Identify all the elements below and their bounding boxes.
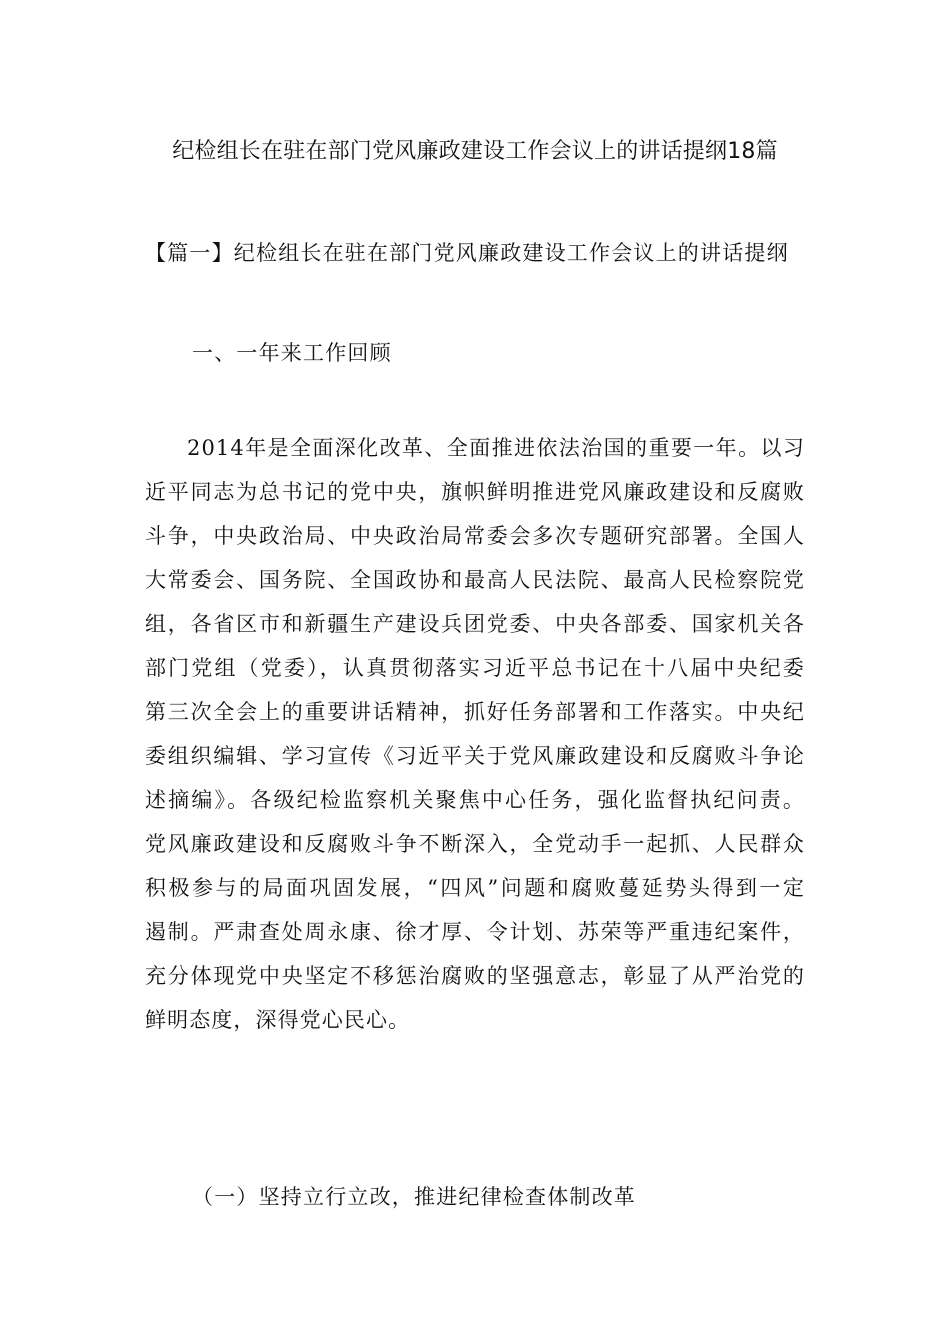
paragraph-line: 遏制。严肃查处周永康、徐才厚、令计划、苏荣等严重违纪案件， [145, 920, 805, 944]
paragraph-line: 近平同志为总书记的党中央，旗帜鲜明推进党风廉政建设和反腐败 [145, 480, 805, 504]
paragraph-line: 党风廉政建设和反腐败斗争不断深入，全党动手一起抓、人民群众 [145, 832, 805, 856]
subheading-work-review: 一、一年来工作回顾 [192, 341, 392, 365]
paragraph-line: 组，各省区市和新疆生产建设兵团党委、中央各部委、国家机关各 [145, 612, 805, 636]
paragraph-line: 述摘编》。各级纪检监察机关聚焦中心任务，强化监督执纪问责。 [145, 788, 805, 812]
paragraph-line: 部门党组（党委），认真贯彻落实习近平总书记在十八届中央纪委 [145, 656, 805, 680]
document-title: 纪检组长在驻在部门党风廉政建设工作会议上的讲话提纲18篇 [172, 139, 778, 164]
section-heading: 【篇一】纪检组长在驻在部门党风廉政建设工作会议上的讲话提纲 [145, 241, 789, 265]
paragraph-line: 鲜明态度，深得党心民心。 [145, 1008, 411, 1032]
paragraph-line: 充分体现党中央坚定不移惩治腐败的坚强意志，彰显了从严治党的 [145, 964, 805, 988]
subheading-discipline-reform: （一）坚持立行立改，推进纪律检查体制改革 [192, 1185, 636, 1209]
paragraph-line: 斗争，中央政治局、中央政治局常委会多次专题研究部署。全国人 [145, 524, 805, 548]
body-paragraph [145, 426, 805, 1042]
paragraph-line: 大常委会、国务院、全国政协和最高人民法院、最高人民检察院党 [145, 568, 805, 592]
paragraph-line: 委组织编辑、学习宣传《习近平关于党风廉政建设和反腐败斗争论 [145, 744, 805, 768]
paragraph-line: 积极参与的局面巩固发展，“四风”问题和腐败蔓延势头得到一定 [145, 876, 805, 900]
paragraph-line: 2014年是全面深化改革、全面推进依法治国的重要一年。以习 [187, 436, 805, 460]
paragraph-line: 第三次全会上的重要讲话精神，抓好任务部署和工作落实。中央纪 [145, 700, 805, 724]
